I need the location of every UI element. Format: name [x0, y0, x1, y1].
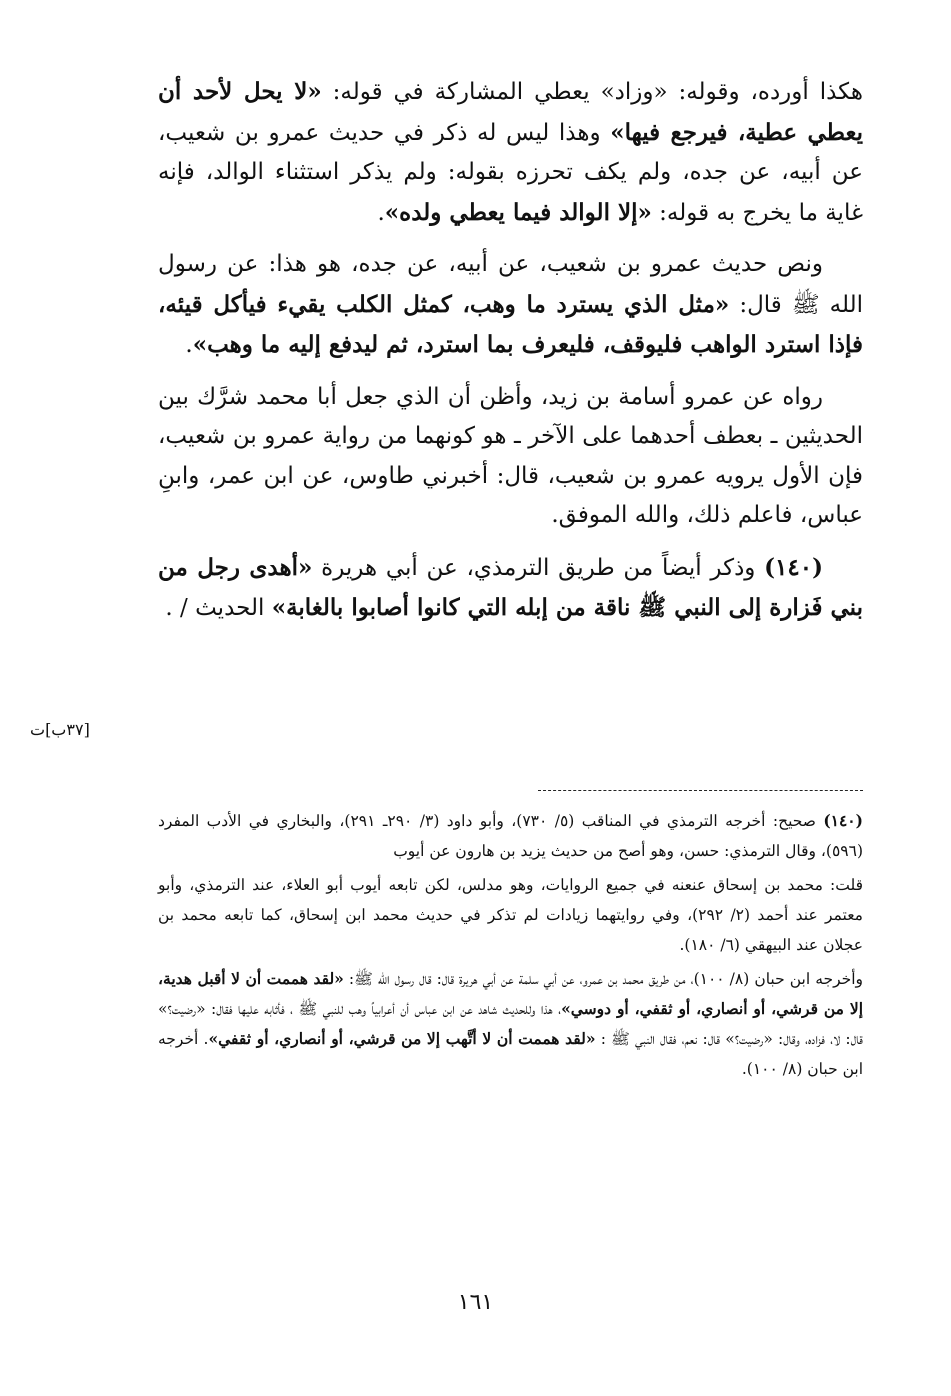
- main-text: [158, 72, 863, 641]
- hadith-quote: «لقد هممت أن لا أقبل هدية، إلا من قرشي، أو أنصاري، أو ثقفي، أو دوسي»: [158, 969, 864, 1018]
- hadith-quote: «مثل الذي يسترد ما وهب، كمثل الكلب يقيء فيأكل قيئه، فإذا استرد الواهب فليوقف، فليعرف بما استرد، ثم ليدفع إليه ما وهب»: [158, 290, 863, 358]
- paragraph-2: ونص حديث عمرو بن شعيب، عن أبيه، عن جده، هو هذا: عن رسول الله ﷺ قال: «مثل الذي يسترد ما وهب، كمثل الكلب يقيء فيأكل قيئه، فإذا استرد الواهب فليوقف، فليعرف بما استرد، ثم ليدفع إليه ما وهب».: [158, 251, 863, 358]
- hadith-quote: «إلا الوالد فيما يعطي ولده»: [384, 198, 652, 226]
- hadith-quote: «لقد هممت أن لا أتَّهب إلا من قرشي، أو أنصاري، أو ثقفي»: [208, 1029, 596, 1048]
- manuscript-folio-marker: [٣٧ب]ت: [30, 720, 90, 739]
- paragraph-1: هكذا أورده، وقوله: «وزاد» يعطي المشاركة في قوله: «لا يحل لأحد أن يعطي عطية، فيرجع فيها» وهذا ليس له ذكر في حديث عمرو بن شعيب، عن أبيه، عن جده، ولم يكف تحرزه بقوله: ولم يذكر استثناء الوالد، فإنه غاية ما يخرج به قوله: «إلا الوالد فيما يعطي ولده».: [158, 78, 864, 226]
- footnote-divider: [538, 790, 863, 791]
- footnotes: [158, 806, 863, 1088]
- page-number: ١٦١: [457, 1290, 494, 1315]
- paragraph-4: (١٤٠) وذكر أيضاً من طريق الترمذي، عن أبي هريرة «أهدى رجل من بني فَزارة إلى النبي ﷺ ناقة من إبله التي كانوا أصابوا بالغابة» الحديث / .: [158, 553, 863, 621]
- footnote-1: (١٤٠) صحيح: أخرجه الترمذي في المناقب (٥/ ٧٣٠)، وأبو داود (٣/ ٢٩٠ـ ٢٩١)، والبخاري في الأدب المفرد (٥٩٦)، وقال الترمذي: حسن، وهو أصح من حديث يزيد بن هارون عن أيوب: [158, 811, 863, 860]
- footnote-2: قلت: محمد بن إسحاق عنعنه في جميع الروايات، وهو مدلس، لكن تابعه أيوب أبو العلاء، عند الترمذي، وأبو معتمر عند أحمد (٢/ ٢٩٢)، وفي روايتهما زيادات لم تذكر في حديث محمد ابن إسحاق، كما تابعه محمد بن عجلان عند البيهقي (٦/ ١٨٠).: [158, 876, 863, 954]
- hadith-quote: «أهدى رجل من بني فَزارة إلى النبي ﷺ ناقة من إبله التي كانوا أصابوا بالغابة»: [158, 553, 863, 621]
- hadith-number: (١٤٠): [764, 553, 823, 581]
- footnote-3: وأخرجه ابن حبان (٨/ ١٠٠)، من طريق محمد بن عمرو، عن أبي سلمة عن أبي هريرة قال: قال رسول الله ﷺ: «لقد هممت أن لا أقبل هدية، إلا من قرشي، أو أنصاري، أو ثقفي، أو دوسي»، هذا وللحديث شاهد عن ابن عباس أن أعرابياً وهب للنبي ﷺ ، فأثابه عليها فقال: «رضيت؟» قال: لا، فزاده، وقال: «رضيت؟» قال: نعم، فقال النبي ﷺ : «لقد هممت أن لا أتَّهب إلا من قرشي، أو أنصاري، أو ثقفي». أخرجه ابن حبان (٨/ ١٠٠).: [158, 969, 864, 1078]
- footnote-number: (١٤٠): [823, 811, 863, 830]
- paragraph-3: رواه عن عمرو أسامة بن زيد، وأظن أن الذي جعل أبا محمد شرَّك بين الحديثين ـ بعطف أحدهما على الآخر ـ هو كونهما من رواية عمرو بن شعيب، فإن الأول يرويه عمرو بن شعيب، قال: أخبرني طاوس، عن ابن عمر، وابنِ عباس، فاعلم ذلك، والله الموفق.: [158, 383, 863, 528]
- hadith-quote: «لا يحل لأحد أن يعطي عطية، فيرجع فيها»: [158, 78, 863, 146]
